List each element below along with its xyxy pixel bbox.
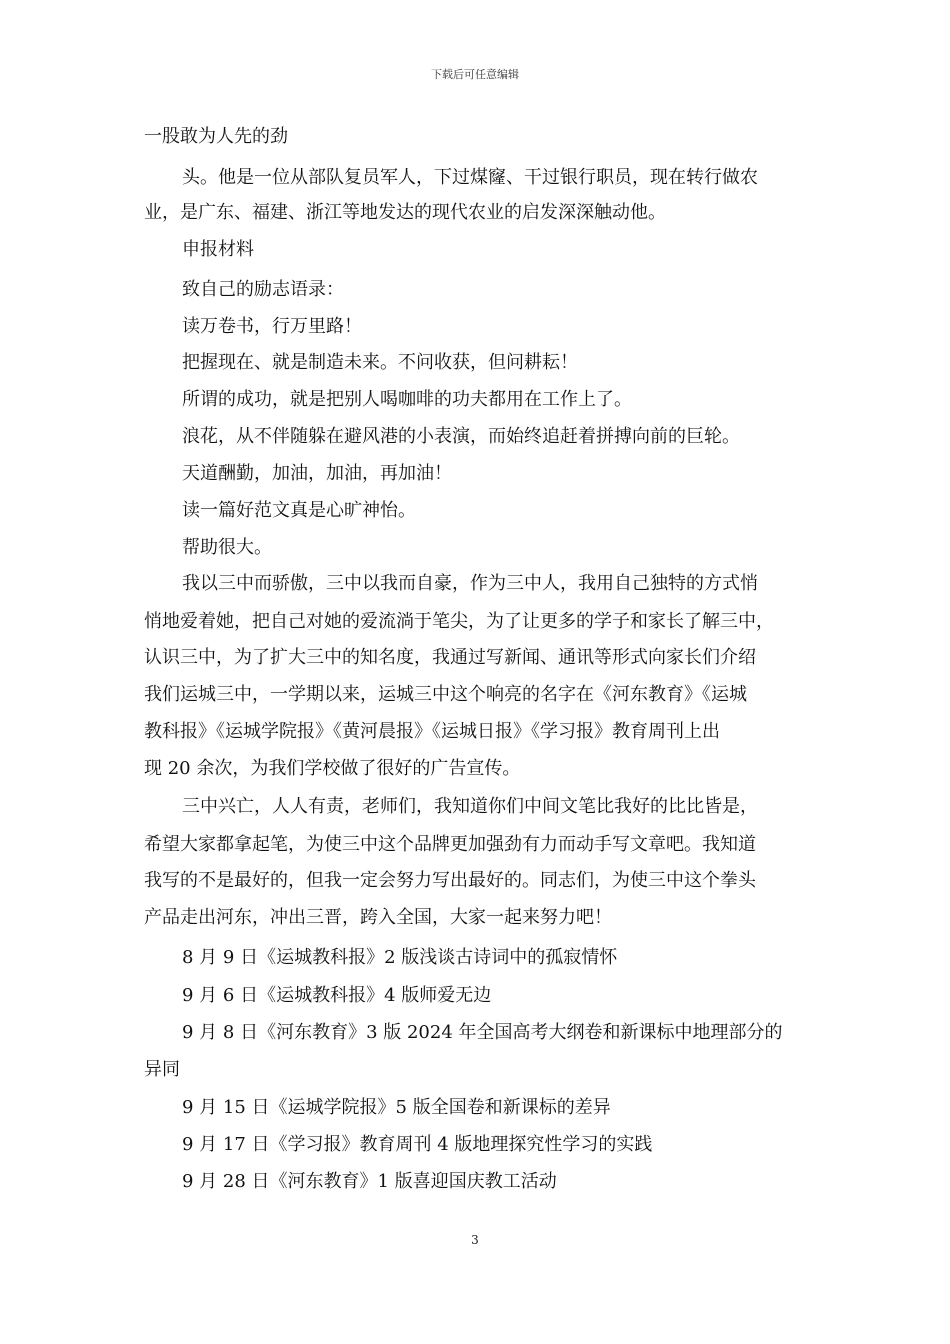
text-line: 我以三中而骄傲，三中以我而自豪，作为三中人，我用自己独特的方式悄 (182, 573, 758, 594)
text-line: 三中兴亡，人人有责，老师们，我知道你们中间文笔比我好的比比皆是， (182, 796, 758, 817)
publication-entry: 9 月 17 日《学习报》教育周刊 4 版地理探究性学习的实践 (182, 1134, 653, 1155)
text-line: 产品走出河东，冲出三晋，跨入全国，大家一起来努力吧！ (144, 907, 612, 928)
text-line: 致自己的励志语录： (182, 279, 344, 300)
text-line: 头。他是一位从部队复员军人，下过煤窿、干过银行职员，现在转行做农 (182, 167, 758, 188)
section-heading: 申报材料 (182, 239, 254, 260)
text-line: 所谓的成功，就是把别人喝咖啡的功夫都用在工作上了。 (182, 389, 632, 410)
text-line: 我们运城三中，一学期以来，运城三中这个响亮的名字在《河东教育》《运城 (144, 684, 747, 705)
publication-entry: 8 月 9 日《运城教科报》2 版浅谈古诗词中的孤寂情怀 (182, 947, 618, 968)
text-line: 读万卷书，行万里路！ (182, 316, 362, 337)
page-header: 下载后可任意编辑 (431, 68, 519, 81)
text-line: 浪花，从不伴随躲在避风港的小表演，而始终追赶着拼搏向前的巨轮。 (182, 426, 740, 447)
text-line: 现 20 余次，为我们学校做了很好的广告宣传。 (144, 758, 521, 779)
text-line: 读一篇好范文真是心旷神怡。 (182, 500, 416, 521)
text-line: 教科报》《运城学院报》《黄河晨报》《运城日报》《学习报》教育周刊上出 (144, 721, 720, 742)
publication-entry: 9 月 28 日《河东教育》1 版喜迎国庆教工活动 (182, 1171, 557, 1192)
publication-entry-continued: 异同 (144, 1059, 180, 1080)
publication-entry: 9 月 6 日《运城教科报》4 版师爱无边 (182, 985, 492, 1006)
text-line: 希望大家都拿起笔，为使三中这个品牌更加强劲有力而动手写文章吧。我知道 (144, 834, 756, 855)
page-number: 3 (471, 1233, 479, 1247)
text-line: 我写的不是最好的，但我一定会努力写出最好的。同志们，为使三中这个拳头 (144, 870, 756, 891)
text-line: 认识三中，为了扩大三中的知名度，我通过写新闻、通讯等形式向家长们介绍 (144, 647, 756, 668)
text-line: 一股敢为人先的劲 (144, 126, 288, 147)
text-line: 帮助很大。 (182, 537, 272, 558)
text-line: 业，是广东、福建、浙江等地发达的现代农业的启发深深触动他。 (144, 202, 666, 223)
text-line: 天道酬勤，加油，加油，再加油！ (182, 463, 452, 484)
publication-entry: 9 月 15 日《运城学院报》5 版全国卷和新课标的差异 (182, 1097, 611, 1118)
text-line: 把握现在、就是制造未来。不问收获，但问耕耘！ (182, 352, 578, 373)
publication-entry: 9 月 8 日《河东教育》3 版 2024 年全国高考大纲卷和新课标中地理部分的 (182, 1022, 783, 1043)
text-line: 悄地爱着她，把自己对她的爱流淌于笔尖，为了让更多的学子和家长了解三中， (144, 611, 774, 632)
